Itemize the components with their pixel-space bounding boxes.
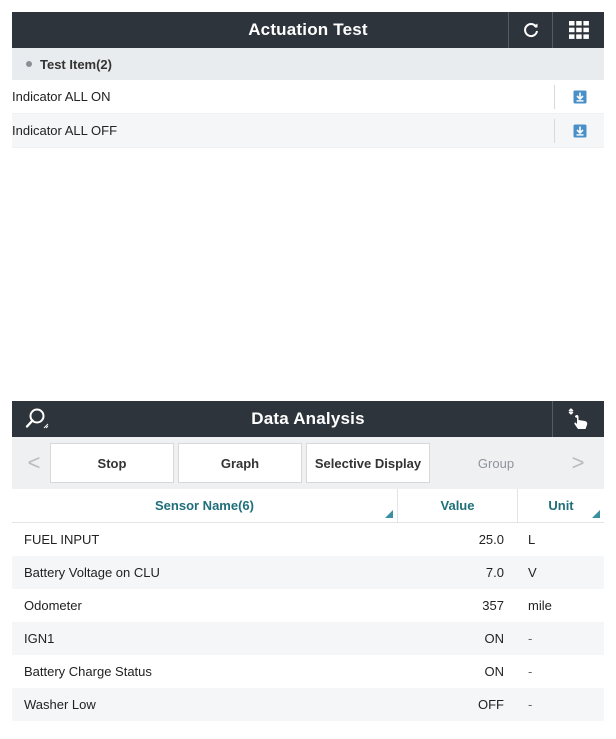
- analysis-titlebar: [12, 401, 604, 437]
- actuation-test-panel: [12, 12, 604, 148]
- sensor-row[interactable]: [12, 589, 604, 622]
- data-analysis-panel: [12, 401, 604, 721]
- sensor-name: Odometer: [24, 598, 82, 613]
- sensor-name: IGN1: [24, 631, 55, 646]
- sensor-value: OFF: [478, 697, 504, 712]
- sort-indicator-icon: [385, 510, 393, 518]
- analysis-toolbar: [12, 437, 604, 489]
- column-unit-label: Unit: [548, 498, 574, 513]
- menu-grid-button[interactable]: [552, 12, 604, 48]
- search-button[interactable]: [12, 401, 64, 437]
- test-item-row[interactable]: [12, 114, 604, 148]
- sort-indicator-icon: [592, 510, 600, 518]
- column-value-label: Value: [440, 498, 475, 513]
- test-item-section-label: Test Item(2): [40, 56, 112, 72]
- sensor-unit: -: [528, 631, 533, 646]
- sensor-row[interactable]: [12, 556, 604, 589]
- refresh-button[interactable]: [508, 12, 552, 48]
- graph-button[interactable]: Graph: [178, 443, 302, 483]
- selective-display-button[interactable]: Selective Display: [306, 443, 430, 483]
- sensor-unit: V: [528, 565, 537, 580]
- analysis-title: Data Analysis: [251, 409, 365, 428]
- search-icon: [25, 407, 51, 431]
- run-test-button[interactable]: [554, 119, 604, 143]
- grid-icon: [569, 21, 589, 39]
- test-item-section-header: [12, 48, 604, 80]
- group-button[interactable]: Group: [434, 443, 558, 483]
- test-item-row[interactable]: [12, 80, 604, 114]
- stop-button[interactable]: Stop: [50, 443, 174, 483]
- sensor-row[interactable]: [12, 523, 604, 556]
- column-sensor-name-label: Sensor Name(6): [155, 498, 254, 513]
- sensor-unit: -: [528, 664, 533, 679]
- sensor-value: ON: [484, 664, 504, 679]
- sensor-row[interactable]: [12, 655, 604, 688]
- download-icon: [573, 90, 587, 104]
- test-item-label: Indicator ALL ON: [12, 89, 111, 104]
- download-icon: [573, 124, 587, 138]
- run-test-button[interactable]: [554, 85, 604, 109]
- sensor-name: Battery Charge Status: [24, 664, 152, 679]
- sensor-unit: mile: [528, 598, 552, 613]
- actuation-titlebar: [12, 12, 604, 48]
- touch-gesture-button[interactable]: [552, 401, 604, 437]
- sensor-unit: L: [528, 532, 536, 547]
- sensor-value: 357: [482, 598, 504, 613]
- test-item-label: Indicator ALL OFF: [12, 123, 118, 138]
- sensor-value: 7.0: [485, 565, 504, 580]
- sensor-row[interactable]: [12, 622, 604, 655]
- sensor-row[interactable]: [12, 688, 604, 721]
- touch-gesture-icon: [566, 407, 592, 431]
- column-header-unit[interactable]: [518, 489, 604, 522]
- sensor-name: Battery Voltage on CLU: [24, 565, 160, 580]
- toolbar-next-arrow[interactable]: >: [571, 450, 585, 475]
- sensor-value: 25.0: [478, 532, 504, 547]
- actuation-title: Actuation Test: [248, 20, 368, 39]
- sensor-name: Washer Low: [24, 697, 96, 712]
- sensor-name: FUEL INPUT: [24, 532, 100, 547]
- toolbar-prev-arrow[interactable]: <: [27, 450, 41, 475]
- refresh-icon: [521, 20, 541, 40]
- bullet-dot: [26, 61, 32, 67]
- column-header-sensor-name[interactable]: [12, 489, 398, 522]
- sensor-value: ON: [484, 631, 504, 646]
- sensor-table-header: [12, 489, 604, 523]
- sensor-unit: -: [528, 697, 533, 712]
- column-header-value: [398, 489, 518, 522]
